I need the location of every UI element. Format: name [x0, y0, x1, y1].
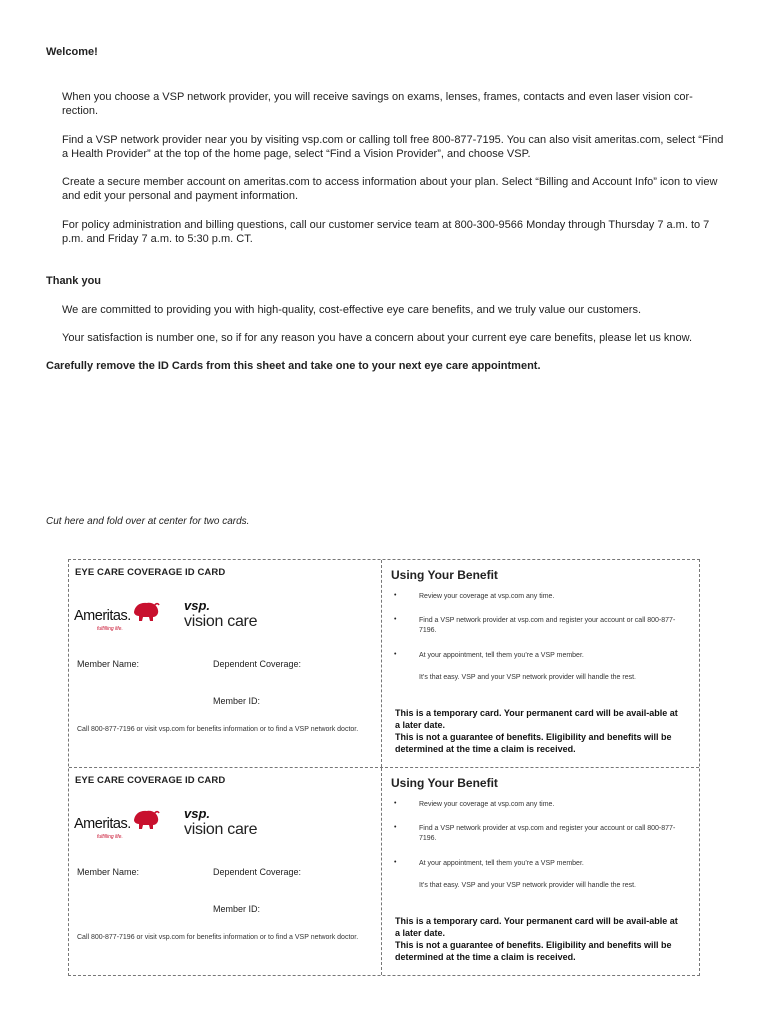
ameritas-logo — [74, 600, 158, 632]
welcome-paragraph-4: For policy administration and billing questions, call our customer service team at 800-300-9566 Monday through Thursday 7 a.m. to 7 p.m. and Friday 7 a.m. to 5:30 p.m. CT. — [62, 219, 710, 245]
ameritas-tagline: fulfilling life. — [97, 834, 123, 840]
vsp-logo — [184, 806, 284, 840]
bullet-item: Find a VSP network provider at vsp.com and register your account or call 800-877-7196. — [419, 617, 676, 634]
front-note: Call 800-877-7196 or visit vsp.com for benefits information or to find a VSP network doctor. — [77, 726, 359, 733]
ameritas-logo — [74, 808, 158, 840]
bullet-item: Find a VSP network provider at vsp.com and register your account or call 800-877-7196. — [419, 825, 676, 842]
dependent-coverage-label: Dependent Coverage: — [213, 867, 302, 877]
easy-note: It’s that easy. VSP and your VSP network provider will handle the rest. — [419, 674, 636, 681]
bullet-item: Review your coverage at vsp.com any time. — [419, 593, 555, 600]
bullet-icon: • — [394, 616, 397, 623]
ameritas-tagline: fulfilling life. — [97, 626, 123, 632]
ameritas-name: Ameritas. — [74, 608, 131, 624]
notice-temporary: This is a temporary card. Your permanent card will be avail-able at a later date. — [395, 708, 678, 730]
bullet-item: Review your coverage at vsp.com any time. — [419, 801, 555, 808]
notice-guarantee: This is not a guarantee of benefits. Eligibility and benefits will be determined at the time a claim is received. — [395, 732, 672, 754]
bullet-icon: • — [394, 824, 397, 831]
bullet-item: At your appointment, tell them you’re a VSP member. — [419, 652, 584, 659]
welcome-heading: Welcome! — [46, 46, 98, 58]
vsp-mark: vsp. — [184, 598, 211, 613]
front-note: Call 800-877-7196 or visit vsp.com for benefits information or to find a VSP network doctor. — [77, 934, 359, 941]
card-title: EYE CARE COVERAGE ID CARD — [75, 775, 226, 786]
bullet-icon: • — [394, 592, 397, 599]
bullet-icon: • — [394, 651, 397, 658]
notice-guarantee: This is not a guarantee of benefits. Eligibility and benefits will be determined at the time a claim is received. — [395, 940, 672, 962]
welcome-paragraph-2: Find a VSP network provider near you by visiting vsp.com or calling toll free 800-877-7195. You can also visit ameritas.com, select “Find a Health Provider” at the top of the home page, select “Find a Vision Provider”, and choose VSP. — [62, 134, 724, 160]
id-card-sheet — [68, 559, 700, 976]
id-card-1 — [69, 560, 699, 767]
vsp-vision-care: vision care — [184, 821, 258, 838]
vsp-vision-care: vision care — [184, 613, 258, 630]
thanks-paragraph-1: We are committed to providing you with high-quality, cost-effective eye care benefits, and we truly value our customers. — [62, 304, 641, 316]
notice-block — [395, 915, 685, 963]
card-title: EYE CARE COVERAGE ID CARD — [75, 567, 226, 578]
bullet-icon: • — [394, 800, 397, 807]
ameritas-name: Ameritas. — [74, 816, 131, 832]
easy-note: It’s that easy. VSP and your VSP network provider will handle the rest. — [419, 882, 636, 889]
vsp-mark: vsp. — [184, 806, 211, 821]
instruction-text: Carefully remove the ID Cards from this sheet and take one to your next eye care appointment. — [46, 360, 541, 372]
card-back — [383, 560, 699, 767]
back-title: Using Your Benefit — [391, 776, 498, 790]
bullet-item: At your appointment, tell them you’re a VSP member. — [419, 860, 584, 867]
id-card-2 — [69, 767, 699, 975]
dependent-coverage-label: Dependent Coverage: — [213, 659, 302, 669]
card-front — [69, 768, 382, 975]
back-title: Using Your Benefit — [391, 568, 498, 582]
bullet-icon: • — [394, 859, 397, 866]
welcome-paragraph-1: When you choose a VSP network provider, you will receive savings on exams, lenses, frames, contacts and even laser vision cor-rection. — [62, 91, 693, 117]
notice-block — [395, 707, 685, 755]
welcome-paragraph-3: Create a secure member account on ameritas.com to access information about your plan. Select “Billing and Account Info” icon to view and edit your personal and payment information. — [62, 176, 718, 202]
vsp-logo — [184, 598, 284, 632]
member-name-label: Member Name: — [77, 659, 140, 669]
notice-temporary: This is a temporary card. Your permanent card will be avail-able at a later date. — [395, 916, 678, 938]
thanks-heading: Thank you — [46, 275, 102, 287]
cut-note: Cut here and fold over at center for two cards. — [46, 516, 250, 527]
card-back — [383, 768, 699, 975]
bison-icon — [132, 808, 160, 830]
member-name-label: Member Name: — [77, 867, 140, 877]
member-id-label: Member ID: — [213, 696, 261, 706]
thanks-paragraph-2: Your satisfaction is number one, so if for any reason you have a concern about your current eye care benefits, please let us know. — [62, 332, 693, 344]
member-id-label: Member ID: — [213, 904, 261, 914]
card-front — [69, 560, 382, 767]
bison-icon — [132, 600, 160, 622]
